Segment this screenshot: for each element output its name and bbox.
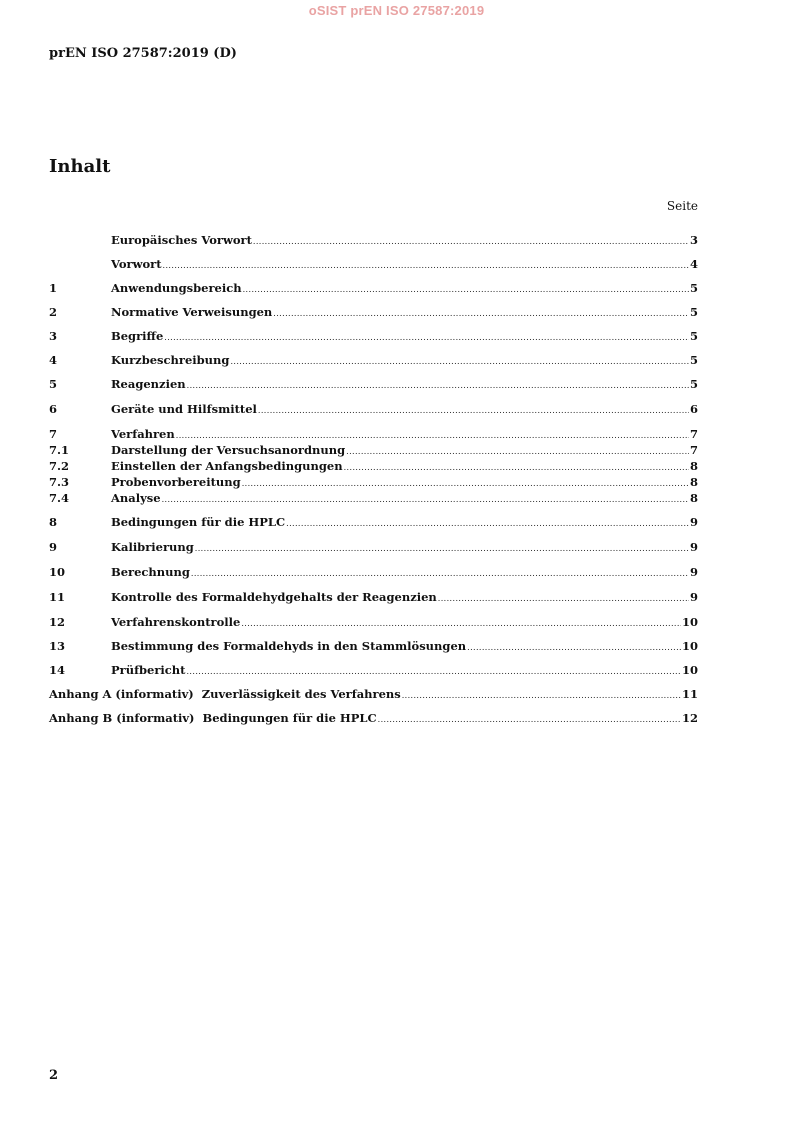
toc-entry-label: Einstellen der Anfangsbedingungen [111, 459, 343, 473]
toc-entry[interactable] [49, 710, 698, 726]
toc-entry-number: 7 [49, 427, 58, 441]
dot-leader [243, 282, 689, 298]
toc-entry-page: 5 [689, 329, 698, 343]
dot-leader [402, 688, 681, 704]
toc-entry-page: 11 [681, 687, 698, 701]
toc-entry-page: 8 [689, 459, 698, 473]
toc-entry-page: 3 [689, 233, 698, 247]
toc-entry[interactable] [49, 442, 698, 458]
toc-entry[interactable] [49, 539, 698, 555]
toc-entry[interactable] [49, 280, 698, 296]
toc-entry-number: 7.2 [49, 459, 70, 473]
toc-entry-page: 5 [689, 353, 698, 367]
toc-entry-page: 5 [689, 281, 698, 295]
toc-entry-label: Kurzbeschreibung [111, 353, 230, 367]
toc-entry-number: 9 [49, 540, 58, 554]
dot-leader [286, 516, 689, 532]
toc-entry[interactable] [49, 474, 698, 490]
toc-entry[interactable] [49, 638, 698, 654]
toc-entry-number: 8 [49, 515, 58, 529]
toc-entry-page: 4 [689, 257, 698, 271]
toc-entry[interactable] [49, 401, 698, 417]
toc-entry-number: 2 [49, 305, 58, 319]
toc-entry-label: Darstellung der Versuchsanordnung [111, 443, 346, 457]
toc-entry-number: 7.1 [49, 443, 70, 457]
toc-entry-page: 7 [689, 427, 698, 441]
toc-entry-page: 12 [681, 711, 698, 725]
toc-entry-number: 1 [49, 281, 58, 295]
dot-leader [164, 330, 689, 346]
toc-entry-page: 9 [689, 565, 698, 579]
toc-entry-number: 3 [49, 329, 58, 343]
toc-entry[interactable] [49, 352, 698, 368]
dot-leader [438, 591, 689, 607]
toc-entry-page: 10 [681, 663, 698, 677]
toc-entry-number: 4 [49, 353, 58, 367]
toc-entry[interactable] [49, 256, 698, 272]
toc-entry[interactable] [49, 662, 698, 678]
dot-leader [186, 664, 681, 680]
toc-entry[interactable] [49, 458, 698, 474]
toc-entry-label: Verfahrenskontrolle [111, 615, 241, 629]
toc-entry-number: 13 [49, 639, 66, 653]
dot-leader [191, 566, 689, 582]
toc-entry-label: Verfahren [111, 427, 175, 441]
toc-entry-number: 10 [49, 565, 66, 579]
toc-entry-number: 12 [49, 615, 66, 629]
toc-entry-label: Analyse [111, 491, 161, 505]
toc-entry-number: 14 [49, 663, 66, 677]
toc-entry-label: Europäisches Vorwort [111, 233, 252, 247]
dot-leader [467, 640, 681, 656]
toc-entry[interactable] [49, 686, 698, 702]
dot-leader [273, 306, 689, 322]
toc-entry[interactable] [49, 514, 698, 530]
dot-leader [162, 492, 689, 508]
dot-leader [253, 234, 689, 250]
toc-entry-label: Kalibrierung [111, 540, 194, 554]
page-number: 2 [49, 1068, 59, 1083]
toc-entry-label: Begriffe [111, 329, 164, 343]
toc-entry-label: Berechnung [111, 565, 190, 579]
toc-entry-label: Bestimmung des Formaldehyds in den Stammlösungen [111, 639, 467, 653]
toc-entry-label: Kontrolle des Formaldehydgehalts der Reagenzien [111, 590, 437, 604]
toc-entry-page: 5 [689, 305, 698, 319]
toc-entry-number: 7.3 [49, 475, 70, 489]
dot-leader [258, 403, 689, 419]
toc-entry[interactable] [49, 426, 698, 442]
toc-entry[interactable] [49, 614, 698, 630]
document-id: prEN ISO 27587:2019 (D) [49, 46, 237, 61]
toc-entry[interactable] [49, 328, 698, 344]
dot-leader [241, 616, 681, 632]
toc-entry-page: 6 [689, 402, 698, 416]
toc-entry-label: Anhang A (informativ) Zuverlässigkeit des Verfahrens [49, 687, 401, 701]
toc-entry-page: 9 [689, 515, 698, 529]
toc-entry[interactable] [49, 589, 698, 605]
toc-entry[interactable] [49, 376, 698, 392]
toc-entry-label: Probenvorbereitung [111, 475, 241, 489]
toc-entry[interactable] [49, 304, 698, 320]
toc-title: Inhalt [49, 156, 111, 177]
toc-entry-page: 9 [689, 540, 698, 554]
dot-leader [230, 354, 689, 370]
dot-leader [187, 378, 689, 394]
toc-entry[interactable] [49, 232, 698, 248]
toc-entry[interactable] [49, 490, 698, 506]
toc-entry-label: Anwendungsbereich [111, 281, 242, 295]
toc-entry-label: Anhang B (informativ) Bedingungen für die HPLC [49, 711, 377, 725]
dot-leader [195, 541, 689, 557]
toc-entry-number: 5 [49, 377, 58, 391]
toc-entry-page: 8 [689, 475, 698, 489]
toc-entry-label: Bedingungen für die HPLC [111, 515, 286, 529]
dot-leader [163, 258, 689, 274]
toc-entry-label: Reagenzien [111, 377, 186, 391]
toc-entry-number: 11 [49, 590, 66, 604]
toc-entry-page: 5 [689, 377, 698, 391]
toc-entry-label: Normative Verweisungen [111, 305, 273, 319]
toc-entry-page: 8 [689, 491, 698, 505]
toc-entry-number: 7.4 [49, 491, 70, 505]
toc-entry-page: 9 [689, 590, 698, 604]
toc-entry-label: Geräte und Hilfsmittel [111, 402, 257, 416]
toc-entry-label: Vorwort [111, 257, 162, 271]
toc-entry-label: Prüfbericht [111, 663, 186, 677]
toc-entry-page: 7 [689, 443, 698, 457]
toc-entry-number: 6 [49, 402, 58, 416]
toc-entry-page: 10 [681, 615, 698, 629]
watermark: oSIST prEN ISO 27587:2019 [308, 3, 485, 18]
toc-entry[interactable] [49, 564, 698, 580]
toc-entry-page: 10 [681, 639, 698, 653]
dot-leader [378, 712, 681, 728]
page-column-label: Seite [666, 199, 698, 213]
